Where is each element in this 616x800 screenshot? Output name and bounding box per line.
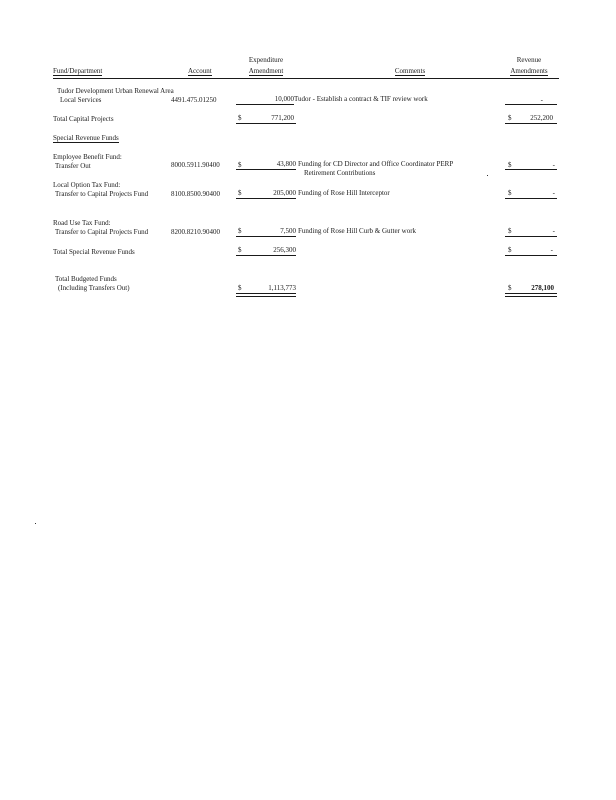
capital-total-label: Total Capital Projects [53, 115, 114, 123]
special-revenue-title: Special Revenue Funds [53, 134, 119, 142]
capital-total-exp-rule [236, 123, 296, 124]
tudor-exp-rule [236, 104, 294, 105]
special-total-rev-dollar: $ [508, 246, 512, 254]
tudor-fund-name: Tudor Development Urban Renewal Area [57, 87, 174, 95]
road-use-rev-rule [505, 236, 557, 237]
employee-benefit-exp-rule [236, 169, 296, 170]
local-option-account: 8100.8500.90400 [171, 190, 220, 198]
local-option-comments: Funding of Rose Hill Interceptor [298, 189, 390, 197]
road-use-dept-name: Transfer to Capital Projects Fund [55, 228, 149, 236]
road-use-rev-amount: - [552, 227, 555, 235]
header-account: Account [188, 67, 212, 75]
road-use-exp-rule [236, 236, 296, 237]
capital-total-rev-rule [505, 123, 557, 124]
tudor-dept-name: Local Services [60, 96, 102, 104]
header-expenditure-line2: Amendment [248, 67, 284, 75]
local-option-exp-amount: 205,000 [273, 189, 296, 197]
header-rule [53, 78, 559, 79]
local-option-rev-amount: - [552, 189, 555, 197]
special-total-label: Total Special Revenue Funds [53, 248, 135, 256]
local-option-exp-dollar: $ [238, 189, 242, 197]
local-option-dept-name: Transfer to Capital Projects Fund [55, 190, 149, 198]
tudor-exp-amount: 10,000 [274, 95, 294, 103]
employee-benefit-account: 8000.5911.90400 [171, 161, 220, 169]
local-option-fund-name: Local Option Tax Fund: [53, 181, 121, 189]
local-option-rev-dollar: $ [508, 189, 512, 197]
grand-total-label-line1: Total Budgeted Funds [55, 275, 117, 283]
grand-total-label-line2: (Including Transfers Out) [58, 284, 130, 292]
capital-total-rev: 252,200 [530, 114, 553, 122]
capital-total-dollar: $ [238, 114, 242, 122]
tudor-rev-amount: - [540, 96, 543, 104]
road-use-exp-amount: 7,500 [280, 227, 296, 235]
employee-benefit-rev-rule [505, 169, 557, 170]
employee-benefit-rev-amount: - [552, 161, 555, 169]
tudor-comments: Tudor - Establish a contract & TIF review work [294, 95, 428, 103]
employee-benefit-rev-dollar: $ [508, 161, 512, 169]
road-use-rev-dollar: $ [508, 227, 512, 235]
capital-total-rev-dollar: $ [508, 114, 512, 122]
road-use-comments: Funding of Rose Hill Curb & Gutter work [298, 227, 417, 235]
employee-benefit-comment-line2: Retirement Contributions [304, 169, 376, 177]
grand-total-exp-dollar: $ [238, 284, 242, 292]
tudor-account: 4491.475.01250 [171, 96, 217, 104]
header-revenue-line2: Amendments [510, 67, 548, 75]
special-total-exp-rule [236, 255, 296, 256]
special-total-dollar: $ [238, 246, 242, 254]
employee-benefit-comment-line1: Funding for CD Director and Office Coordinator PERP [298, 160, 454, 168]
special-total-exp: 256,300 [273, 246, 296, 254]
grand-total-rev-dollar: $ [508, 284, 512, 292]
grand-total-rev-double-rule [505, 293, 557, 297]
employee-benefit-exp-dollar: $ [238, 161, 242, 169]
scan-speck [35, 523, 36, 524]
road-use-account: 8200.8210.90400 [171, 228, 220, 236]
header-fund-department: Fund/Department [53, 67, 103, 75]
capital-total-exp: 771,200 [271, 114, 294, 122]
tudor-rev-rule [505, 104, 557, 105]
employee-benefit-fund-name: Employee Benefit Fund: [53, 153, 122, 161]
local-option-exp-rule [236, 198, 296, 199]
scan-speck [487, 175, 488, 176]
special-total-rev-rule [505, 255, 557, 256]
special-total-rev: - [550, 246, 553, 254]
header-revenue-line1: Revenue [516, 56, 542, 64]
header-expenditure-line1: Expenditure [248, 56, 284, 64]
road-use-exp-dollar: $ [238, 227, 242, 235]
employee-benefit-exp-amount: 43,800 [276, 160, 296, 168]
local-option-rev-rule [505, 198, 557, 199]
grand-total-exp-double-rule [236, 293, 296, 297]
header-comments: Comments [394, 67, 426, 75]
employee-benefit-dept-name: Transfer Out [55, 162, 91, 170]
grand-total-exp-amount: 1,113,773 [268, 284, 296, 292]
road-use-fund-name: Road Use Tax Fund: [53, 219, 111, 227]
grand-total-rev-amount: 278,100 [531, 284, 554, 292]
